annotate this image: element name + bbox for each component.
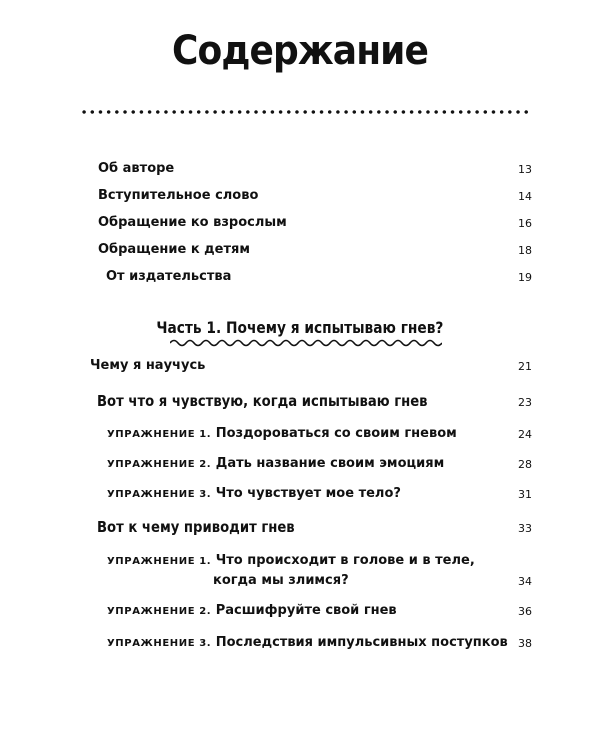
toc-entry-label: От издательства xyxy=(106,269,232,284)
exercise-keyword: УПРАЖНЕНИЕ 1. xyxy=(107,556,212,567)
toc-entry[interactable] xyxy=(0,358,600,378)
exercise-title: Поздороваться со своим гневом xyxy=(215,426,457,441)
section-title: Вот к чему приводит гнев xyxy=(97,518,295,536)
toc-entry-page: 36 xyxy=(518,605,532,618)
exercise-label xyxy=(107,635,508,650)
toc-entry-page: 38 xyxy=(518,637,532,650)
toc-entry-page: 19 xyxy=(518,271,532,284)
dotted-divider xyxy=(80,110,530,114)
exercise-label xyxy=(107,486,401,501)
toc-section[interactable] xyxy=(0,392,600,412)
exercise-title: Что чувствует мое тело? xyxy=(215,486,401,501)
exercise-title: Последствия импульсивных поступков xyxy=(215,635,508,650)
part-title xyxy=(0,318,600,337)
toc-section[interactable] xyxy=(0,518,600,538)
toc-entry-page: 14 xyxy=(518,190,532,203)
exercise-label xyxy=(107,426,457,441)
toc-entry-label: Об авторе xyxy=(98,161,175,176)
toc-exercise[interactable] xyxy=(0,603,600,623)
toc-exercise[interactable] xyxy=(0,456,600,476)
toc-entry[interactable] xyxy=(0,161,600,181)
page-title: Содержание xyxy=(171,28,429,74)
toc-entry-label: Чему я научусь xyxy=(90,358,206,373)
exercise-title: Расшифруйте свой гнев xyxy=(215,603,397,618)
exercise-title-continued: когда мы злимся? xyxy=(213,573,349,588)
exercise-keyword: УПРАЖНЕНИЕ 2. xyxy=(107,606,212,617)
exercise-keyword: УПРАЖНЕНИЕ 1. xyxy=(107,429,212,440)
section-title: Вот что я чувствую, когда испытываю гнев xyxy=(97,392,428,410)
toc-entry-page: 16 xyxy=(518,217,532,230)
exercise-title: Что происходит в голове и в теле, xyxy=(215,553,475,568)
toc-entry-page: 23 xyxy=(518,396,532,409)
toc-entry-page: 21 xyxy=(518,360,532,373)
toc-entry-page: 34 xyxy=(518,575,532,588)
toc-entry-page: 24 xyxy=(518,428,532,441)
toc-entry-page: 28 xyxy=(518,458,532,471)
wavy-underline xyxy=(170,338,442,348)
toc-entry-label: Вступительное слово xyxy=(98,188,259,203)
toc-exercise[interactable] xyxy=(0,553,600,573)
toc-entry-label: Обращение к детям xyxy=(98,242,251,257)
exercise-keyword: УПРАЖНЕНИЕ 2. xyxy=(107,459,212,470)
toc-entry-page: 31 xyxy=(518,488,532,501)
toc-exercise[interactable] xyxy=(0,635,600,655)
exercise-title: Дать название своим эмоциям xyxy=(215,456,445,471)
toc-entry-page: 13 xyxy=(518,163,532,176)
toc-exercise-continuation[interactable] xyxy=(0,573,600,593)
exercise-label xyxy=(107,553,475,568)
exercise-label xyxy=(107,456,444,471)
toc-entry[interactable] xyxy=(0,188,600,208)
exercise-keyword: УПРАЖНЕНИЕ 3. xyxy=(107,638,212,649)
exercise-keyword: УПРАЖНЕНИЕ 3. xyxy=(107,489,212,500)
exercise-label xyxy=(107,603,397,618)
toc-entry-page: 18 xyxy=(518,244,532,257)
toc-entry-label: Обращение ко взрослым xyxy=(98,215,287,230)
toc-entry[interactable] xyxy=(0,215,600,235)
toc-entry[interactable] xyxy=(0,269,600,289)
toc-entry[interactable] xyxy=(0,242,600,262)
part-title-text: Часть 1. Почему я испытываю гнев? xyxy=(156,318,444,337)
toc-exercise[interactable] xyxy=(0,426,600,446)
toc-entry-page: 33 xyxy=(518,522,532,535)
toc-exercise[interactable] xyxy=(0,486,600,506)
